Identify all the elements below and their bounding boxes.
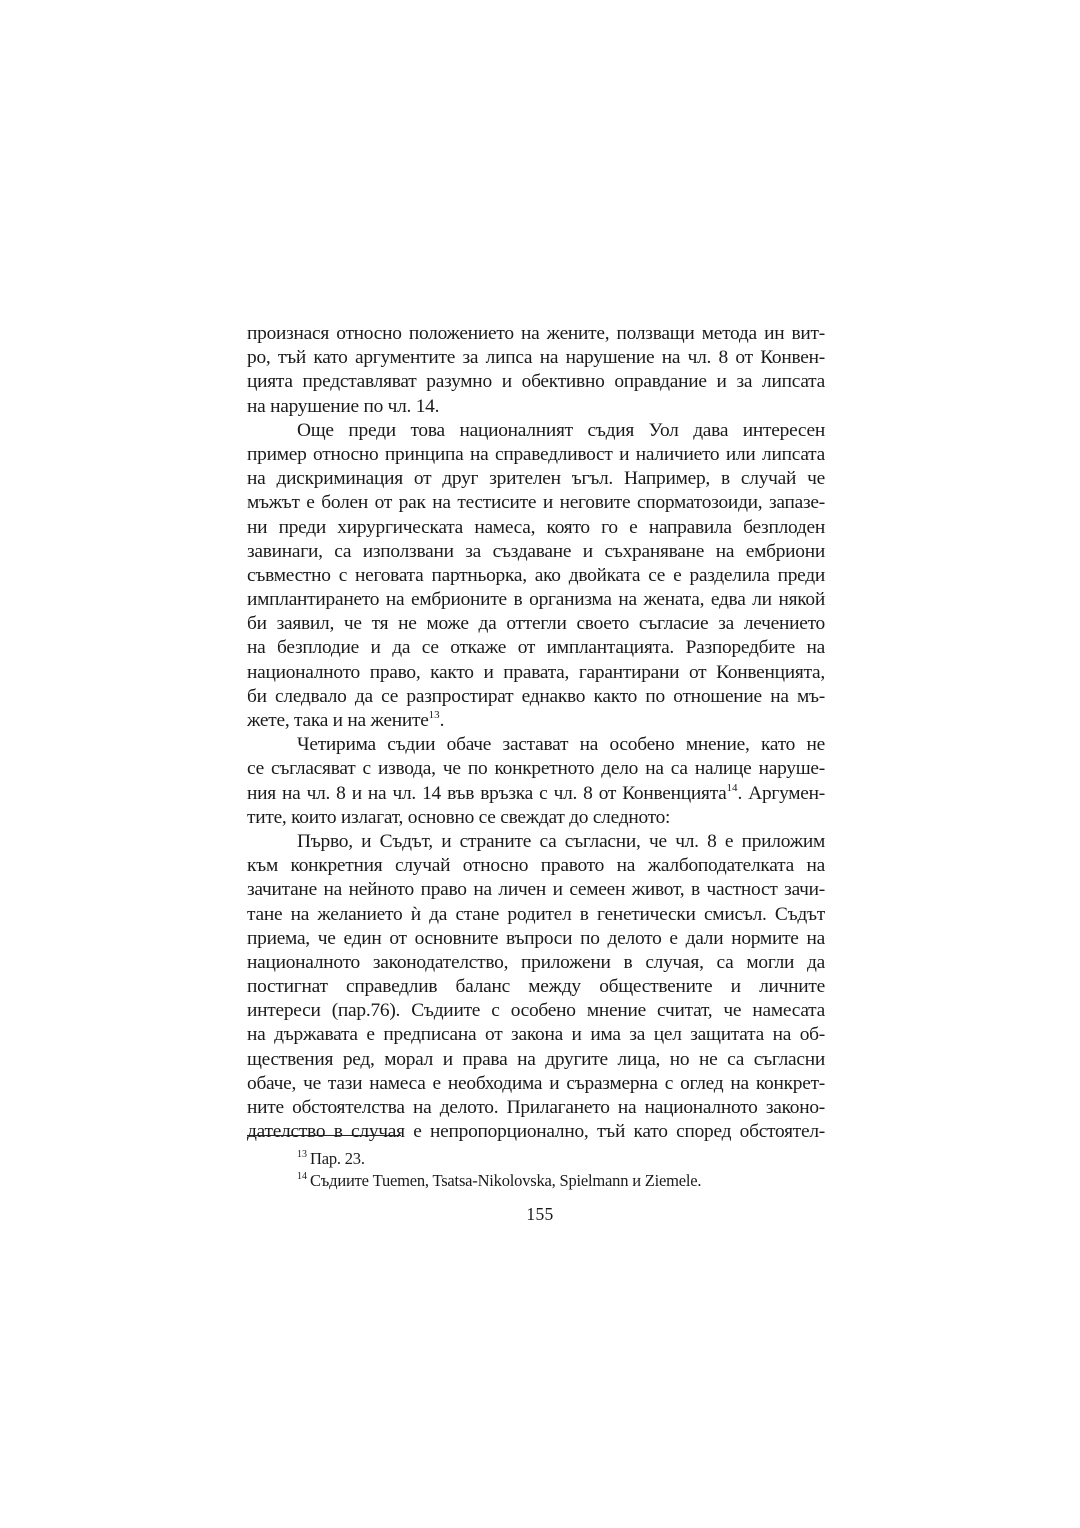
- text-line: тане на желанието ѝ да стане родител в генетически смисъл. Съдът: [247, 903, 825, 925]
- footnote-ref-13[interactable]: 13: [428, 709, 440, 721]
- footnote-text: Съдиите Tuemen, Tsatsa-Nikolovska, Spielmann и Ziemele.: [310, 1171, 702, 1190]
- text-line: произнася относно положението на жените, ползващи метода ин вит-: [247, 323, 825, 344]
- text-line: Първо, и Съдът, и страните са съгласни, че чл. 8 е приложим: [297, 830, 825, 852]
- body-text: [247, 322, 825, 1144]
- text-line: завинаги, са използвани за създаване и съхраняване на ембриони: [247, 540, 825, 562]
- text-line: имплантирането на ембрионите в организма на жената, едва ли някой: [247, 589, 825, 611]
- text-line: на нарушение по чл. 14.: [247, 395, 440, 417]
- text-line: приема, че един от основните въпроси по делото е дали нормите на: [247, 927, 825, 949]
- text-line: се съгласяват с извода, че по конкретното дело на са налице наруше-: [247, 758, 825, 780]
- text-fragment: жете, така и на жените: [247, 710, 429, 731]
- text-line: тите, които излагат, основно се свеждат до следното:: [247, 806, 671, 828]
- footnote-13: [297, 1148, 857, 1170]
- text-line: би заявил, че тя не може да оттегли своето съгласие за лечението: [247, 613, 825, 635]
- text-line: националното право, както и правата, гарантирани от Конвенцията,: [247, 661, 825, 683]
- footnote-ref-14[interactable]: 14: [726, 781, 738, 794]
- text-line: националното законодателство, приложени в случая, са могли да: [247, 951, 825, 973]
- text-line: постигнат справедлив баланс между обществените и личните: [247, 976, 825, 998]
- text-fragment: .: [439, 710, 445, 731]
- text-line: ните обстоятелства на делото. Прилагането на националното законо-: [247, 1097, 825, 1118]
- text-line: би следвало да се разпростират еднакво както по отношение на мъ-: [247, 685, 825, 707]
- page-number: 155: [526, 1204, 554, 1224]
- footnotes: [297, 1148, 857, 1192]
- text-line: съвместно с неговата партньорка, ако двойката се е разделила преди: [247, 564, 825, 586]
- text-line: дателство в случая е непропорционално, тъй като според обстоятел-: [247, 1121, 825, 1143]
- text-line: на дискриминация от друг зрителен ъгъл. Например, в случай че: [247, 468, 825, 490]
- text-line: ро, тъй като аргументите за липса на нарушение на чл. 8 от Конвен-: [247, 347, 825, 369]
- text-fragment: . Аргумен-: [737, 782, 826, 804]
- footnote-number: 13: [297, 1149, 307, 1160]
- text-line: Четирима съдии обаче застават на особено мнение, като не: [297, 734, 825, 756]
- text-line: ни преди хирургическата намеса, която го е направила безплоден: [247, 516, 825, 538]
- footnote-14: [297, 1170, 857, 1192]
- text-line: пример относно принципа на справедливост и наличието или липсата: [247, 443, 825, 465]
- text-line: обаче, че тази намеса е необходима и съразмерна с оглед на конкрет-: [247, 1072, 825, 1094]
- text-line: Още преди това националният съдия Уол дава интересен: [297, 419, 825, 441]
- text-line: интереси (пар.76). Съдиите с особено мнение считат, че намесата: [247, 1000, 825, 1022]
- footnote-number: 14: [297, 1171, 307, 1182]
- text-line: мъжът е болен от рак на тестисите и неговите спорматозоиди, запазе-: [247, 492, 825, 514]
- text-line: към конкретния случай относно правото на жалбоподателката на: [247, 855, 825, 877]
- text-line: на държавата е предписана от закона и има за цел защитата на об-: [247, 1024, 825, 1046]
- text-line: [247, 709, 825, 733]
- text-line: ществения ред, морал и права на другите лица, но не са съгласни: [247, 1048, 825, 1070]
- footnote-separator: [247, 1135, 401, 1136]
- footnote-text: Пар. 23.: [310, 1149, 365, 1168]
- text-line: на безплодие и да се откаже от имплантацията. Разпоредбите на: [247, 637, 825, 659]
- text-fragment: ния на чл. 8 и на чл. 14 във връзка с чл. 8 от Конвенцията: [247, 782, 727, 804]
- text-line: зачитане на нейното право на личен и семеен живот, в частност зачи-: [247, 879, 825, 901]
- text-line: [247, 782, 825, 806]
- text-line: цията представляват разумно и обективно оправдание и за липсата: [247, 371, 825, 393]
